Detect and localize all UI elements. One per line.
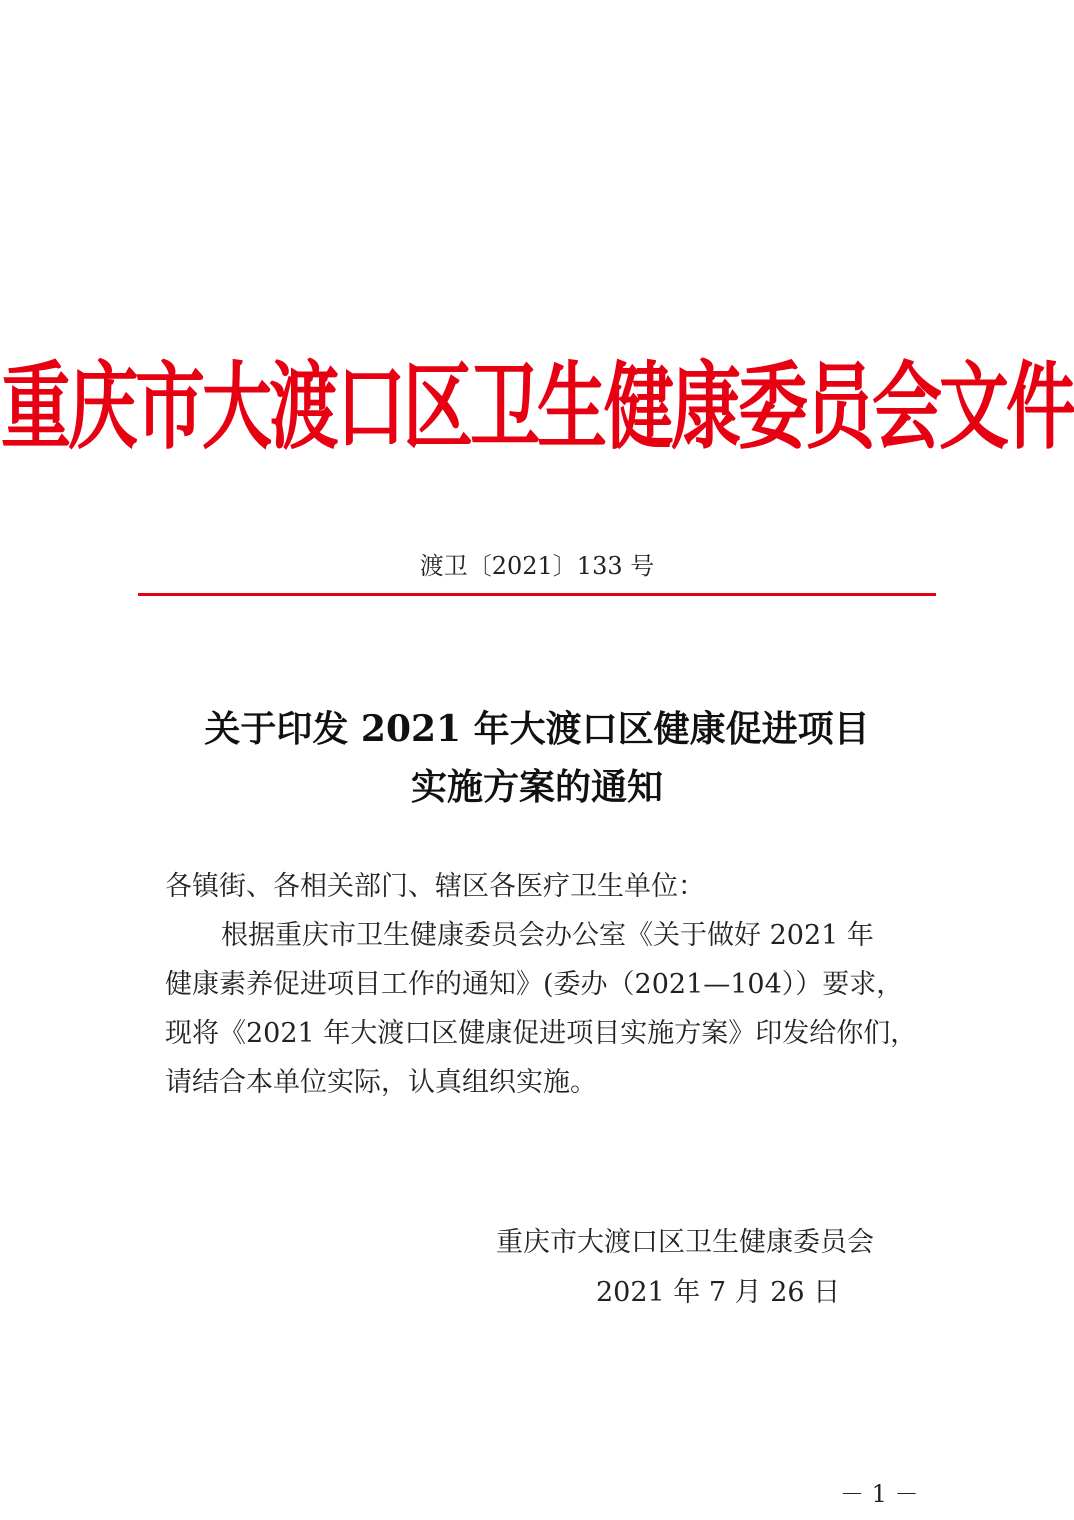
issue-date: 2021 年 7 月 26 日 xyxy=(596,1277,841,1308)
signature-block xyxy=(496,1218,916,1318)
notice-title-line-2: 实施方案的通知 xyxy=(410,766,663,808)
notice-title-line-1: 关于印发 2021 年大渡口区健康促进项目 xyxy=(204,708,870,750)
masthead-title: 重庆市大渡口区卫生健康委员会文件 xyxy=(1,351,1073,463)
paragraph-line: 请结合本单位实际，认真组织实施。 xyxy=(165,1067,597,1098)
paragraph-line: 现将《2021 年大渡口区健康促进项目实施方案》印发给你们， xyxy=(165,1018,918,1049)
red-divider-line xyxy=(138,593,936,596)
notice-title xyxy=(0,700,1074,816)
paragraph-line: 根据重庆市卫生健康委员会办公室《关于做好 2021 年 xyxy=(221,920,874,951)
salutation: 各镇街、各相关部门、辖区各医疗卫生单位： xyxy=(165,871,705,902)
paragraph-line: 健康素养促进项目工作的通知》(委办（2021—104））要求， xyxy=(165,969,904,1000)
page-number: － 1 － xyxy=(840,1480,919,1508)
notice-body xyxy=(165,862,925,1107)
issuer-name: 重庆市大渡口区卫生健康委员会 xyxy=(496,1227,874,1258)
document-number: 渡卫〔2021〕133 号 xyxy=(419,552,655,580)
